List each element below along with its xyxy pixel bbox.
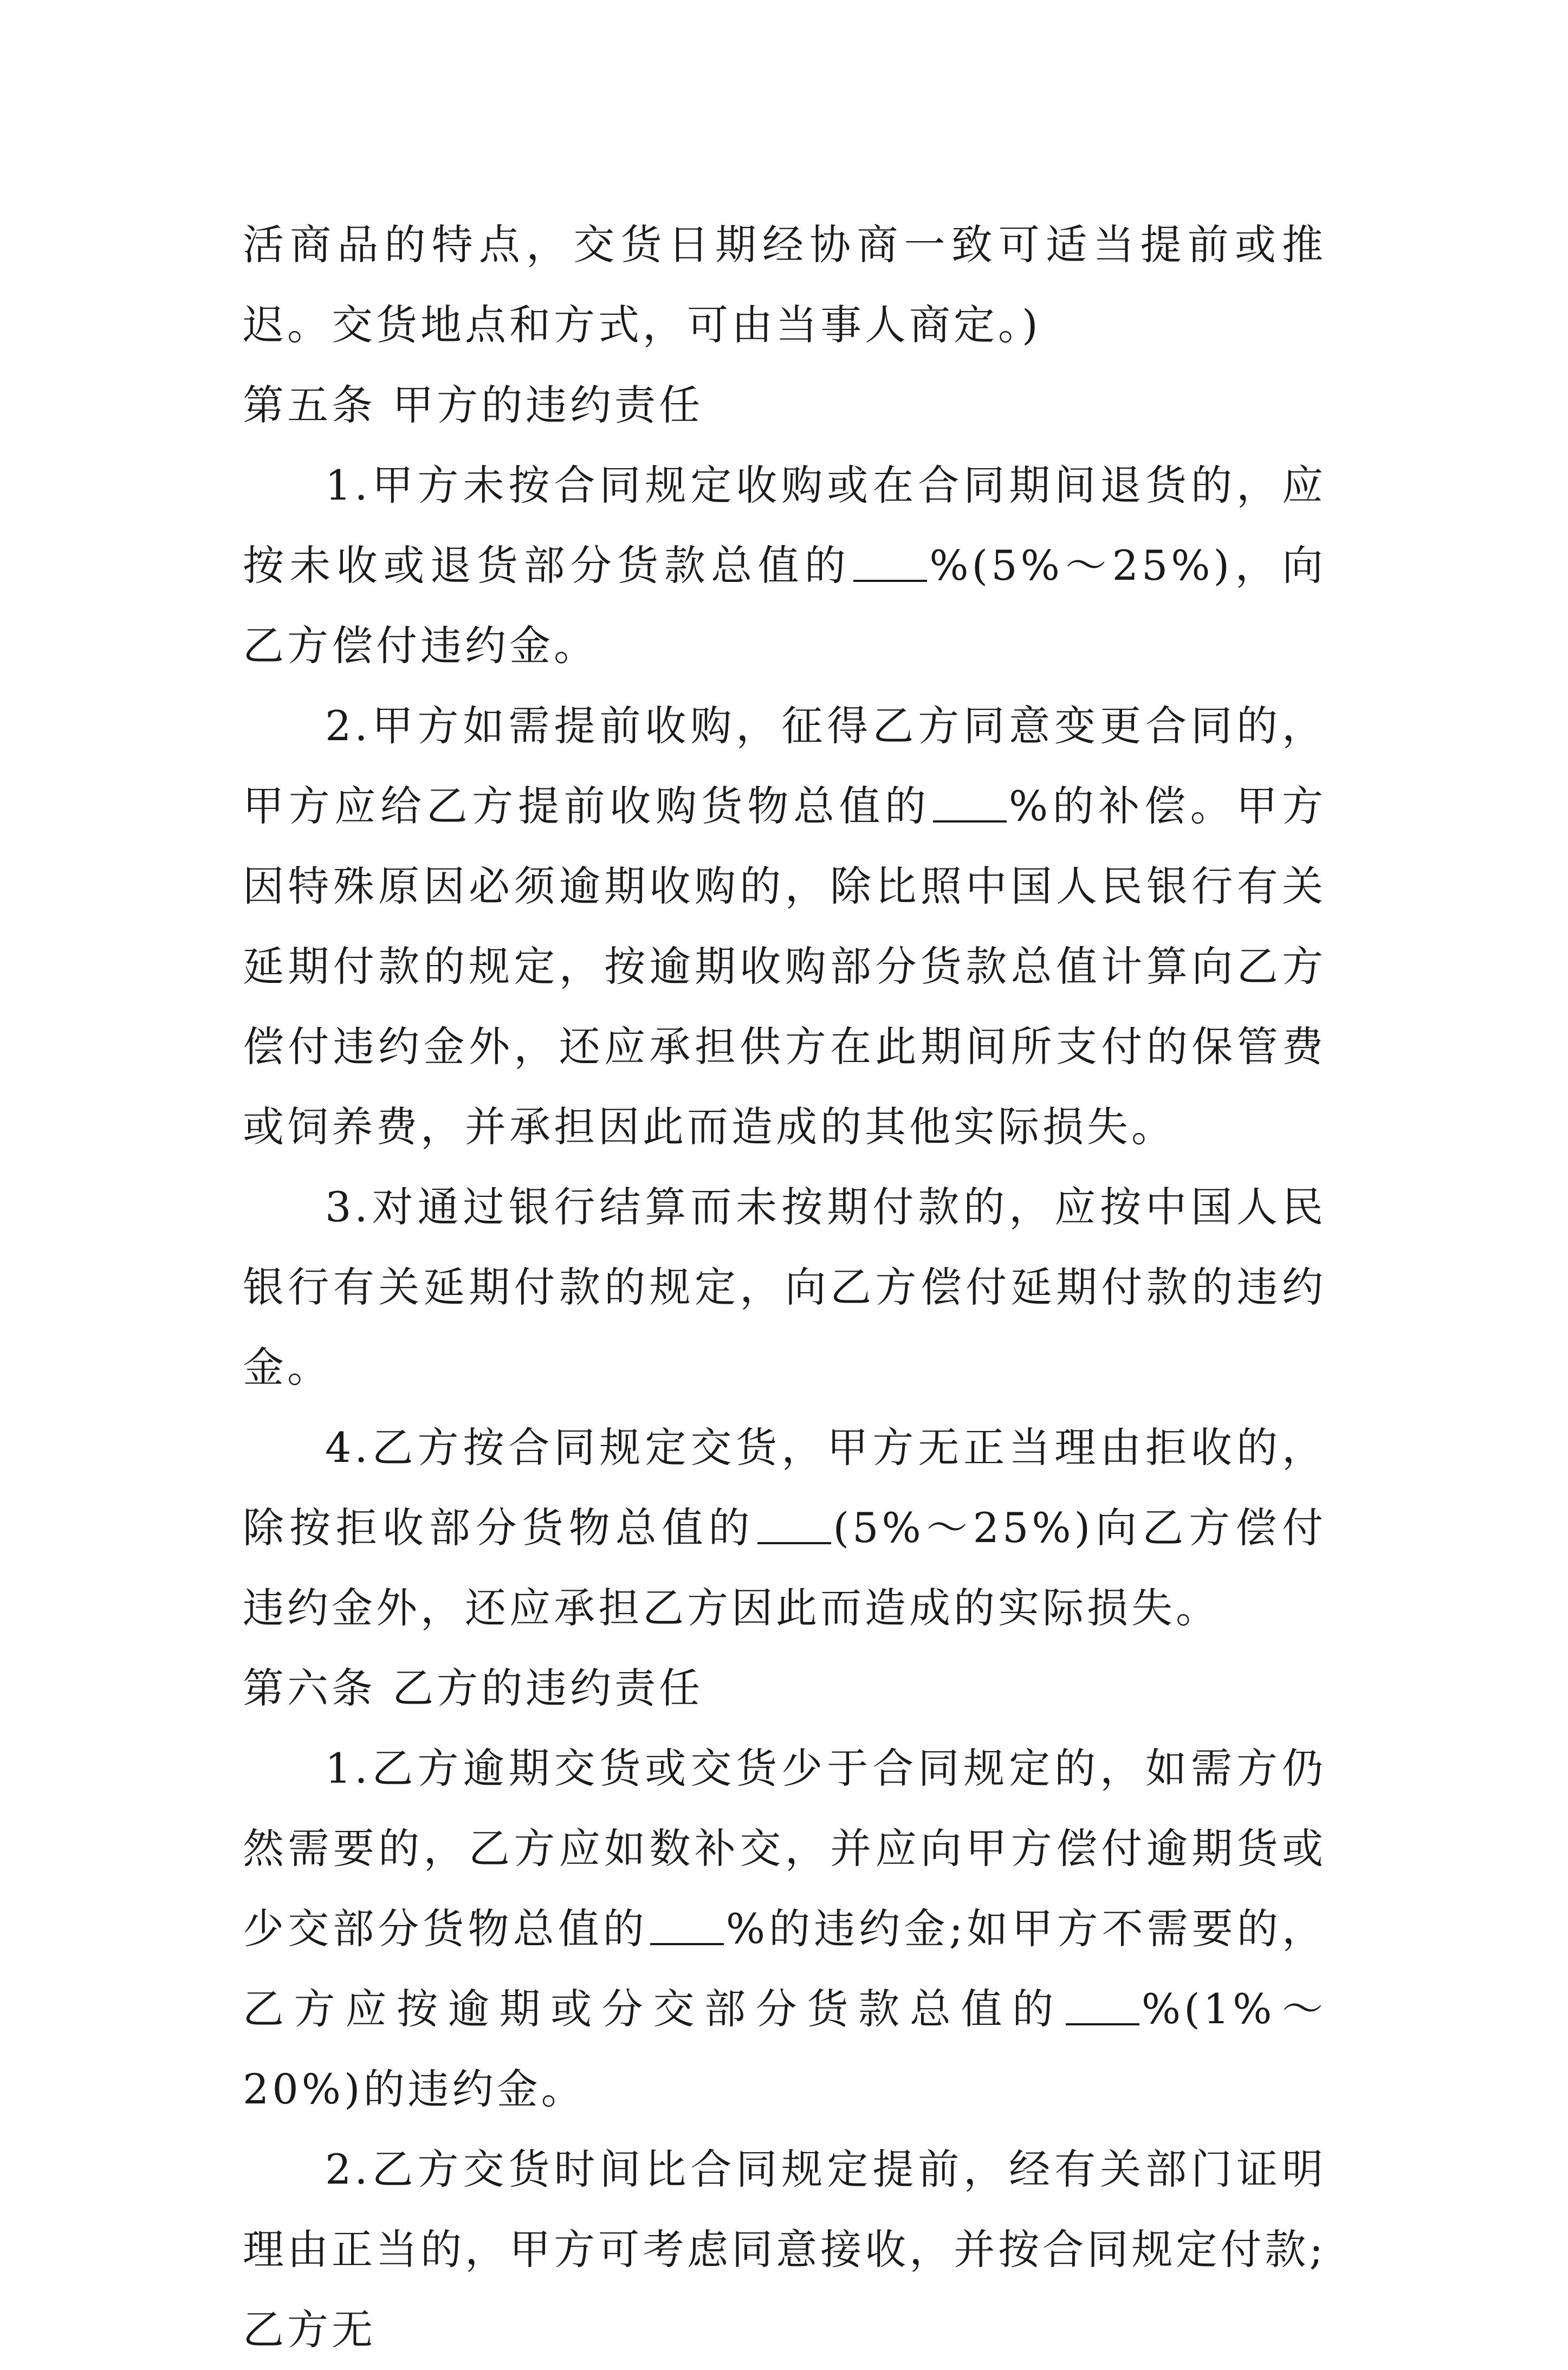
clause-text: %的违约金;如甲方不需要的，乙方应按逾期或分交部分货款总值的	[243, 1905, 1326, 2033]
clause-text: 1.乙方逾期交货或交货少于合同规定的，如需方仍然需要的，乙方应如数补交，并应向甲方偿付逾期货或少交部分货物总值的	[243, 1744, 1326, 1953]
fill-in-blank	[853, 542, 927, 582]
clause-text: %(5%～25%)，向乙方偿付违约金。	[243, 541, 1326, 670]
clause-text: 3.对通过银行结算而未按期付款的，应按中国人民银行有关延期付款的规定，向乙方偿付延期付款的违约金。	[243, 1183, 1326, 1391]
section-heading-article-5	[243, 365, 1326, 445]
clause-5-2	[243, 686, 1326, 1167]
clause-text: %的补偿。甲方因特殊原因必须逾期收购的，除比照中国人民银行有关延期付款的规定，按逾期收购部分货款总值计算向乙方偿付违约金外，还应承担供方在此期间所支付的保管费或饲养费，并承担因此而造成的其他实际损失。	[243, 782, 1326, 1151]
clause-text: %(1%～20%)的违约金。	[243, 1985, 1327, 2113]
fill-in-blank	[1066, 1985, 1139, 2025]
clause-6-1	[243, 1728, 1326, 2129]
clause-text: (5%～25%)向乙方偿付违约金外，还应承担乙方因此而造成的实际损失。	[243, 1504, 1326, 1632]
fill-in-blank	[650, 1905, 724, 1945]
clause-5-4	[243, 1408, 1326, 1648]
clause-text: 2.乙方交货时间比合同规定提前，经有关部门证明理由正当的，甲方可考虑同意接收，并按合同规定付款;乙方无	[243, 2145, 1326, 2354]
clause-text: 2.甲方如需提前收购，征得乙方同意变更合同的，甲方应给乙方提前收购货物总值的	[243, 702, 1326, 830]
clause-5-3	[243, 1167, 1326, 1408]
heading-text: 第五条 甲方的违约责任	[243, 381, 704, 429]
section-heading-article-6	[243, 1648, 1326, 1728]
document-body	[243, 205, 1326, 2370]
fill-in-blank	[933, 782, 1007, 823]
clause-6-2	[243, 2129, 1326, 2370]
fill-in-blank	[757, 1504, 831, 1544]
paragraph-continuation	[243, 205, 1326, 365]
clause-text: 4.乙方按合同规定交货，甲方无正当理由拒收的，除按拒收部分货物总值的	[243, 1423, 1326, 1552]
clause-5-1	[243, 445, 1326, 686]
heading-text: 第六条 乙方的违约责任	[243, 1664, 704, 1712]
clause-text: 1.甲方未按合同规定收购或在合同期间退货的，应按未收或退货部分货款总值的	[243, 461, 1326, 590]
paragraph-text: 活商品的特点，交货日期经协商一致可适当提前或推迟。交货地点和方式，可由当事人商定。)	[243, 221, 1326, 349]
